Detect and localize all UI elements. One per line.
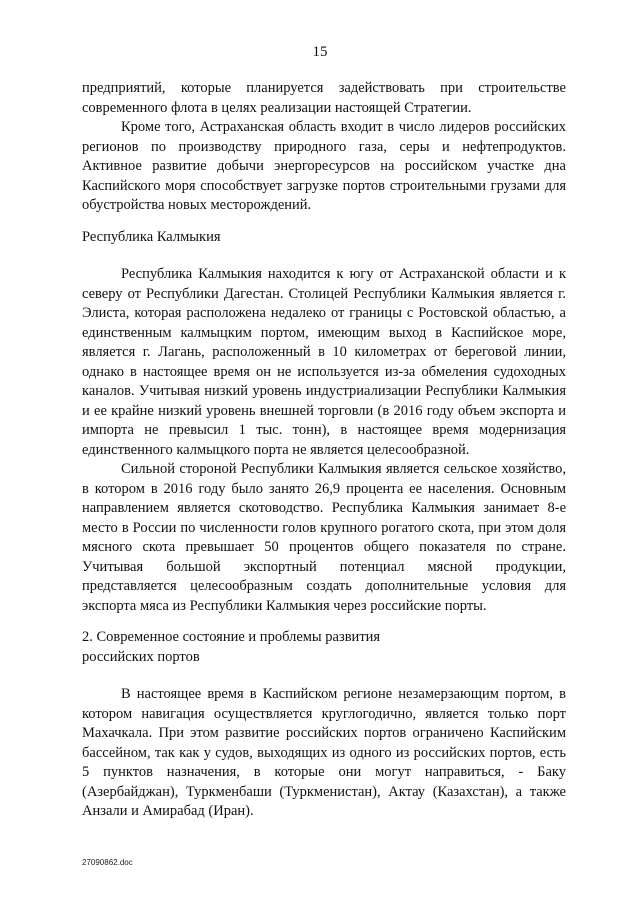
paragraph-astrakhan: Кроме того, Астраханская область входит в число лидеров российских регионов по производству природного газа, серы и нефтепродуктов. Активное развитие добычи энергоресурсов на российском участке дна Каспийского моря способствует загрузке портов строительными грузами для обустройства новых месторождений. — [82, 119, 566, 213]
paragraph-continuation: предприятий, которые планируется задействовать при строительстве современного флота в целях реализации настоящей Стратегии. — [82, 80, 566, 116]
heading-kalmykia: Республика Калмыкия — [82, 228, 221, 245]
paragraph-kalmykia-location: Республика Калмыкия находится к югу от Астраханской области и к северу от Республики Дагестан. Столицей Республики Калмыкия является г. Элиста, которая расположена недалеко от границы с Ростовской областью, а единственным калмыцким портом, имеющим выход в Каспийское море, является г. Лагань, расположенный в 10 километрах от береговой линии, однако в настоящее время он не используется из-за обмеления судоходных каналов. Учитывая низкий уровень индустриализации Республики Калмыкия и ее крайне низкий уровень внешней торговли (в 2016 году объем экспорта и импорта не превысил 1 тыс. тонн), в настоящее время модернизация единственного калмыцкого порта не является целесообразной. — [82, 266, 566, 458]
page-number: 15 — [312, 44, 328, 60]
paragraph-kalmykia-agriculture: Сильной стороной Республики Калмыкия является сельское хозяйство, в котором в 2016 году было занято 26,9 процента ее населения. Основным направлением является скотоводство. Республика Калмыкия занимает 8-е место в России по численности голов крупного рогатого скота, при этом доля мясного скота превышает 50 процентов общего показателя по стране. Учитывая большой экспортный потенциал мясной продукции, представляется целесообразным создать дополнительные условия для экспорта мяса из Республики Калмыкия через российские порты. — [82, 461, 566, 614]
paragraph-caspian-ports: В настоящее время в Каспийском регионе незамерзающим портом, в котором навигация осуществляется круглогодично, является только порт Махачкала. При этом развитие российских портов ограничено Каспийским бассейном, так как у судов, выходящих из одного из российских портов, есть 5 пунктов назначения, в которые они могут направиться, - Баку (Азербайджан), Туркменбаши (Туркменистан), Актау (Казахстан), а также Анзали и Амирабад (Иран). — [82, 686, 566, 819]
document-filename-footer: 27090862.doc — [82, 858, 133, 867]
heading-section-2-line-1: 2. Современное состояние и проблемы развития — [82, 629, 381, 645]
page-content — [82, 79, 566, 822]
heading-section-2-line-2: российских портов — [82, 648, 200, 665]
